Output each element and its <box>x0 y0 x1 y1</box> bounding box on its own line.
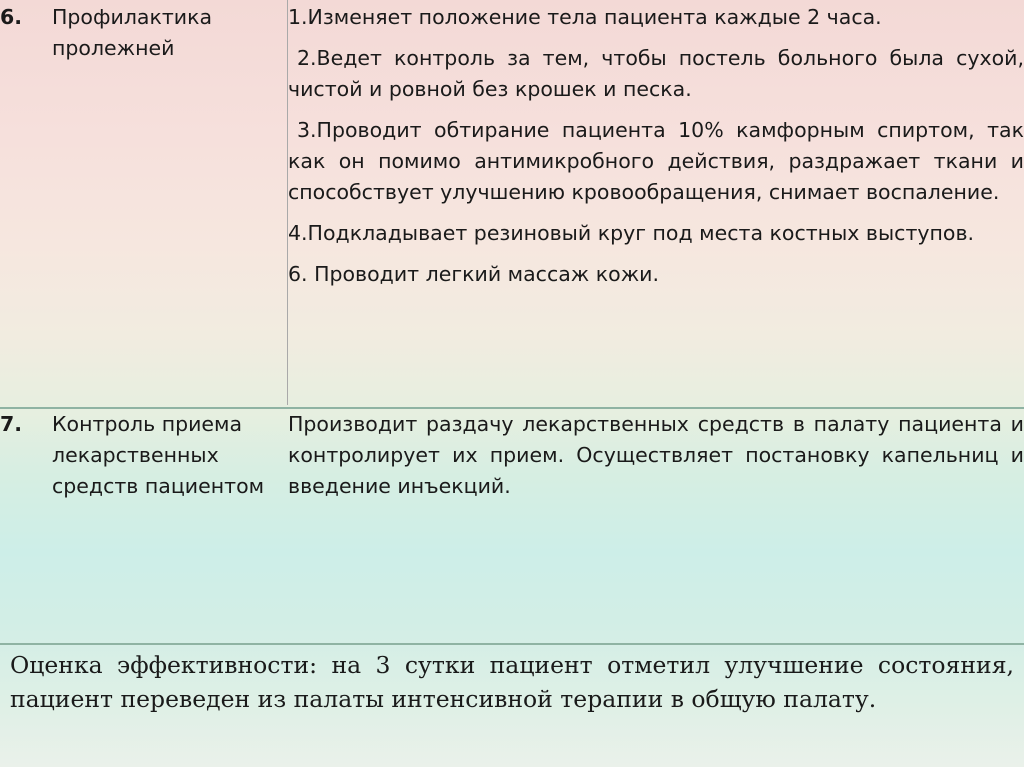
problem-cell: Контроль приема лекарственных средств пациентом <box>52 408 288 644</box>
action-item: 6. Проводит легкий массаж кожи. <box>288 262 660 286</box>
action-item: 4.Подкладывает резиновый круг под места костных выступов. <box>288 221 975 245</box>
action-item: 3.Проводит обтирание пациента 10% камфорным спиртом, так как он помимо антимикробного действия, раздражает ткани и способствует улучшению кровообращения, снимает воспаление. <box>288 118 1024 204</box>
effectiveness-summary: Оценка эффективности: на 3 сутки пациент отметил улучшение состояния, пациент переведен из палаты интенсивной терапии в общую палату. <box>10 651 1014 713</box>
action-item: 1.Изменяет положение тела пациента каждые 2 часа. <box>288 5 882 29</box>
column-divider <box>287 0 288 405</box>
actions-cell <box>288 408 1024 644</box>
table-row-7 <box>0 408 1024 644</box>
action-item: Производит раздачу лекарственных средств в палату пациента и контролирует их прием. Осуществляет постановку капельниц и введение инъекций. <box>288 412 1024 498</box>
row-number: 7. <box>0 408 52 644</box>
action-item: 2.Ведет контроль за тем, чтобы постель больного была сухой, чистой и ровной без крошек и песка. <box>288 46 1024 101</box>
row-number: 6. <box>0 5 23 29</box>
problem-cell: Профилактика пролежней <box>52 5 213 60</box>
actions-cell <box>288 0 1024 408</box>
